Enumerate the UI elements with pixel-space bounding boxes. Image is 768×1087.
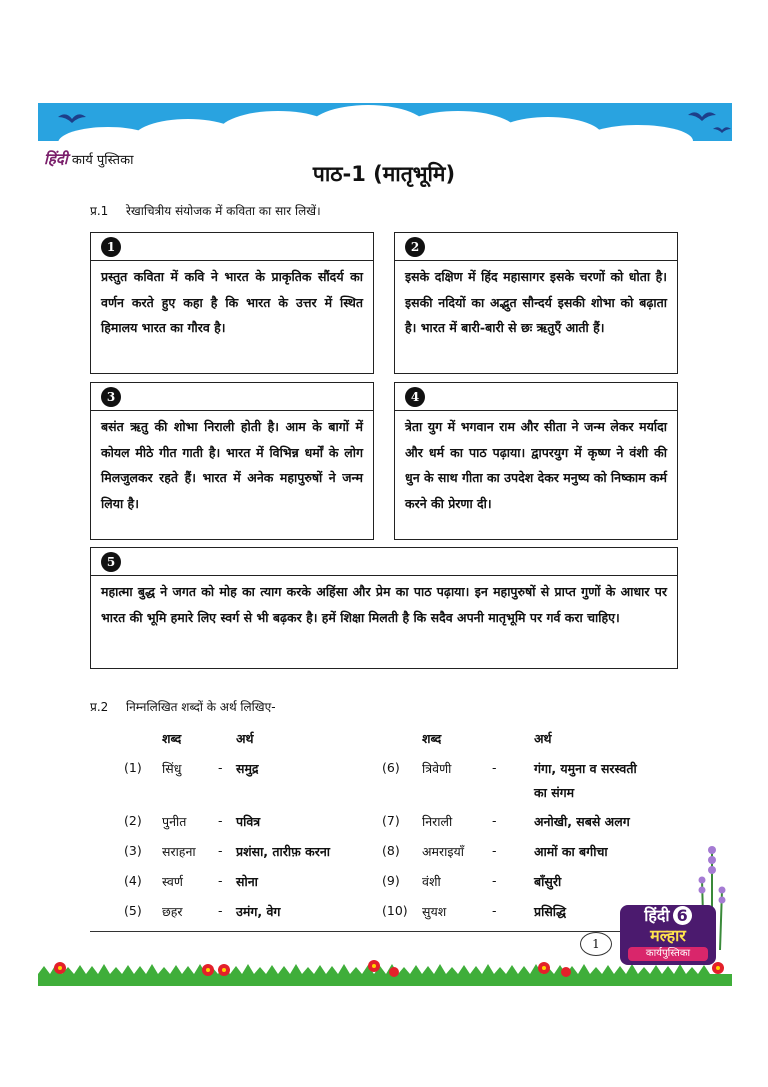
col-header-word: शब्द (162, 731, 182, 746)
logo-workbook: कार्यपुस्तिका (628, 947, 708, 961)
box-text: इसके दक्षिण में हिंद महासागर इसके चरणों को धोता है। इसकी नदियों का अद्भुत सौन्दर्य इसकी शोभा को बढ़ाता है। भारत में बारी-बारी से छः ऋतुएँ आती हैं। (405, 269, 667, 335)
col-header-meaning: अर्थ (236, 731, 254, 746)
word: पुनीत (162, 814, 187, 829)
footer-rule (90, 931, 630, 932)
meaning: पवित्र (236, 814, 261, 829)
meaning: बाँसुरी (534, 874, 562, 889)
dash: - (218, 873, 223, 888)
meaning: प्रसिद्धि (534, 904, 567, 919)
dash: - (492, 813, 497, 828)
meaning: समुद्र (236, 761, 259, 776)
summary-box-4 (394, 382, 678, 540)
col-header-meaning: अर्थ (534, 731, 552, 746)
meaning: आमों का बगीचा (534, 844, 608, 859)
logo-grade: 6 (673, 906, 692, 925)
word: वंशी (422, 874, 441, 889)
question-2-label: प्र.2 (90, 700, 109, 714)
box-number-badge: 3 (101, 387, 121, 407)
row-number: (7) (382, 813, 400, 828)
dash: - (218, 903, 223, 918)
meaning: प्रशंसा, तारीफ़ करना (236, 844, 330, 859)
meaning: गंगा, यमुना व सरस्वती (534, 761, 637, 776)
box-number-badge: 5 (101, 552, 121, 572)
dash: - (218, 813, 223, 828)
word: स्वर्ण (162, 874, 183, 889)
logo-hindi: हिंदी (644, 906, 670, 925)
word: सुयश (422, 904, 447, 919)
meaning: सोना (236, 874, 258, 889)
box-number-badge: 4 (405, 387, 425, 407)
dash: - (492, 873, 497, 888)
sky-cloud-banner (38, 103, 732, 145)
row-number: (6) (382, 760, 400, 775)
meaning: उमंग, वेग (236, 904, 281, 919)
brand-hindi: हिंदी (44, 150, 68, 168)
page-title: पाठ-1 (मातृभूमि) (312, 162, 456, 186)
dash: - (492, 760, 497, 775)
row-number: (10) (382, 903, 408, 918)
row-number: (4) (124, 873, 142, 888)
word: सराहना (162, 844, 196, 859)
dash: - (218, 843, 223, 858)
meaning-continued: का संगम (534, 785, 575, 800)
dash: - (218, 760, 223, 775)
col-header-word: शब्द (422, 731, 442, 746)
row-number: (9) (382, 873, 400, 888)
dash: - (492, 843, 497, 858)
word: निराली (422, 814, 453, 829)
row-number: (3) (124, 843, 142, 858)
question-1-label: प्र.1 (90, 204, 109, 218)
row-number: (1) (124, 760, 142, 775)
summary-box-3 (90, 382, 374, 540)
box-text: प्रस्तुत कविता में कवि ने भारत के प्राकृतिक सौंदर्य का वर्णन करते हुए कहा है कि भारत के उत्तर में स्थित हिमालय भारत का गौरव है। (101, 269, 363, 335)
dash: - (492, 903, 497, 918)
box-text: महात्मा बुद्ध ने जगत को मोह का त्याग करके अहिंसा और प्रेम का पाठ पढ़ाया। इन महापुरुषों से प्राप्त गुणों के आधार पर भारत की भूमि हमारे लिए स्वर्ग से भी बढ़कर है। हमें शिक्षा मिलती है कि सदैव अपनी मातृभूमि पर गर्व करा चाहिए। (101, 584, 667, 625)
row-number: (5) (124, 903, 142, 918)
series-logo (620, 905, 716, 965)
summary-box-5 (90, 547, 678, 669)
page-number: 1 (580, 932, 612, 956)
question-1-text: रेखाचित्रीय संयोजक में कविता का सार लिखें। (126, 204, 321, 218)
summary-box-1 (90, 232, 374, 374)
meaning: अनोखी, सबसे अलग (534, 814, 630, 829)
box-number-badge: 1 (101, 237, 121, 257)
summary-box-2 (394, 232, 678, 374)
word: सिंधु (162, 761, 182, 776)
logo-malhar: मल्हार (650, 926, 686, 945)
row-number: (8) (382, 843, 400, 858)
word: छहर (162, 904, 183, 919)
box-number-badge: 2 (405, 237, 425, 257)
question-2-text: निम्नलिखित शब्दों के अर्थ लिखिए- (126, 700, 276, 714)
word: अमराइयाँ (422, 844, 465, 859)
box-text: बसंत ऋतु की शोभा निराली होती है। आम के बागों में कोयल मीठे गीत गाती है। भारत में विभिन्न धर्मों के लोग मिलजुलकर रहते हैं। भारत में अनेक महापुरुषों ने जन्म लिया है। (101, 419, 363, 511)
brand-rest: कार्य पुस्तिका (71, 153, 134, 168)
box-text: त्रेता युग में भगवान राम और सीता ने जन्म लेकर मर्यादा और धर्म का पाठ पढ़ाया। द्वापरयुग में कृष्ण ने वंशी की धुन के साथ गीता का उपदेश देकर मनुष्य को निष्काम कर्म करने की प्रेरणा दी। (405, 419, 667, 511)
word: त्रिवेणी (422, 761, 452, 776)
row-number: (2) (124, 813, 142, 828)
